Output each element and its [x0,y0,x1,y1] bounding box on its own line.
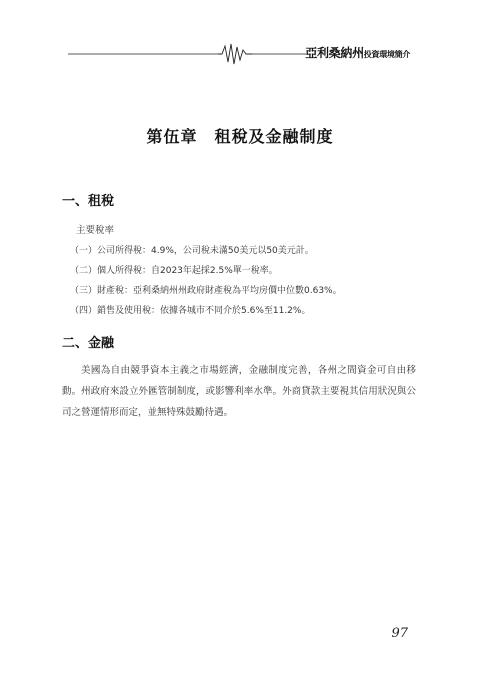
tax-item-property: （三）財產稅：亞利桑納州州政府財產稅為平均房價中位數0.63%。 [70,286,342,296]
header-title-sub: 投資環境簡介 [363,50,410,59]
chapter-title: 第伍章 租稅及金融制度 [146,127,334,146]
tax-item-sales: （四）銷售及使用稅：依據各城市不同介於5.6%至11.2%。 [70,306,311,316]
tax-rate-list [70,241,342,321]
page-number: 97 [391,626,408,641]
header-title-main: 亞利桑納州 [305,46,364,60]
page-header [68,36,412,66]
section-heading-finance: 二、金融 [62,336,115,351]
subheading-main-tax-rates: 主要稅率 [76,225,115,236]
section-heading-tax: 一、租稅 [62,194,115,209]
tax-item-corporate: （一）公司所得稅：4.9%，公司稅未滿50美元以50美元計。 [70,246,314,256]
finance-paragraph: 美國為自由競爭資本主義之市場經濟，金融制度完善，各州之間資金可自由移動。州政府來設立外匯管制制度，或影響利率水準。外商貸款主要視其信用狀況與公司之營運情形而定，並無特殊鼓勵待遇。 [62,365,416,418]
header-title [305,44,410,60]
tax-item-personal: （二）個人所得稅：自2023年起採2.5%單一稅率。 [70,266,278,276]
